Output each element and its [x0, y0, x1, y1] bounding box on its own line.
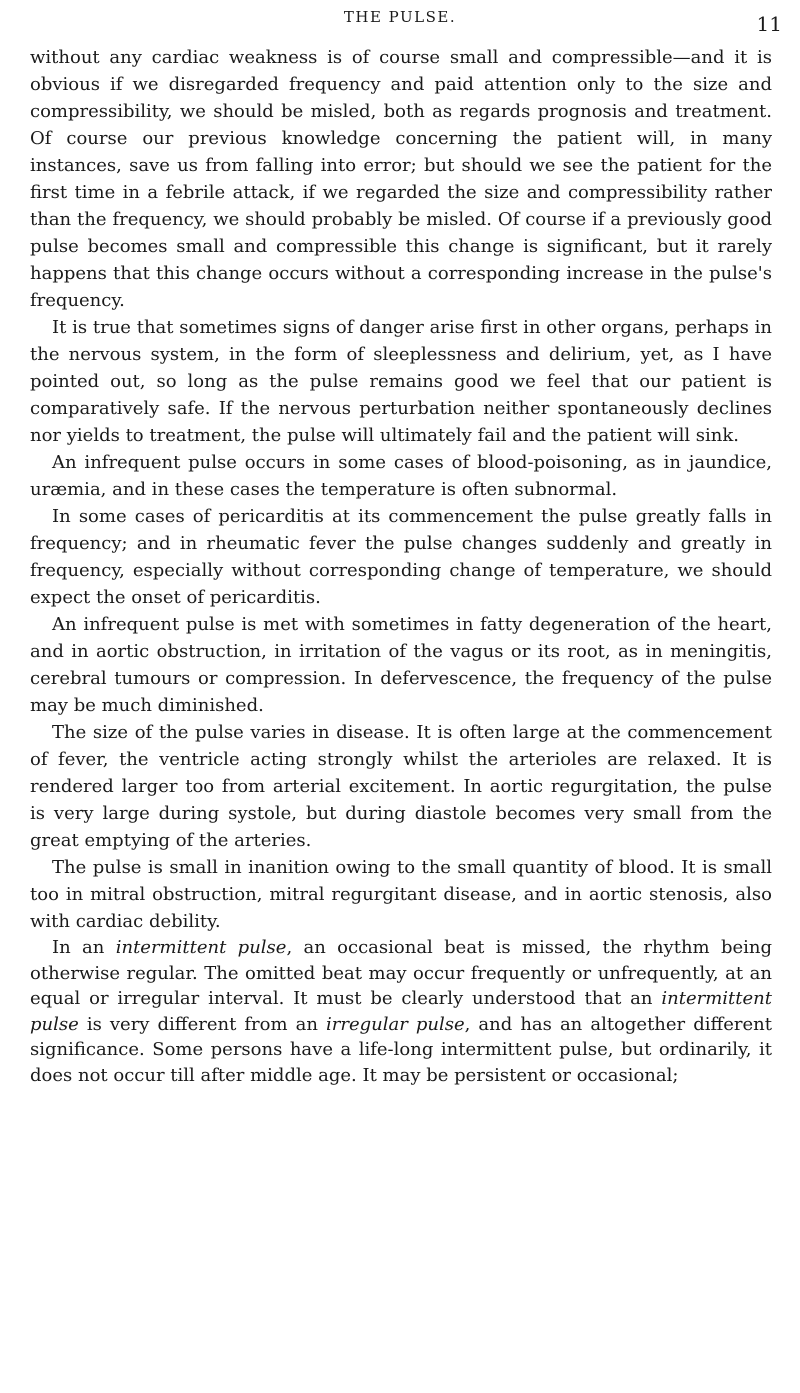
paragraph-small-pulse: The pulse is small in inanition owing to the small quantity of blood. It is small too in mitral obstruction, mitral regurgitant disease, and in aortic stenosis, also with cardiac debility. [30, 857, 772, 932]
paragraph-pulse-size: The size of the pulse varies in disease. It is often large at the commencement of fever, the ventricle acting strongly whilst the arterioles are relaxed. It is rendered larger too from arterial excitement. In aortic regurgitation, the pulse is very large during systole, but during diastole becomes very small from the great emptying of the arteries. [30, 722, 772, 851]
header-title: THE PULSE. [343, 8, 457, 26]
term-intermittent-pulse: intermittent pulse [115, 937, 287, 958]
paragraph-nervous-signs: It is true that sometimes signs of danger arise first in other organs, perhaps in the nervous system, in the form of sleeplessness and delirium, yet, as I have pointed out, so long as the pulse remains good we feel that our patient is comparatively safe. If the nervous perturbation neither spontaneously declines nor yields to treatment, the pulse will ultimately fail and the patient will sink. [30, 317, 772, 446]
term-intermittent-pulse-2: intermittent pulse [30, 988, 772, 1035]
paragraph-size-compressibility: without any cardiac weakness is of course small and compressible—and it is obvious if we disregarded frequency and paid attention only to the size and compressibility, we should be misled, both as regards prognosis and treatment. Of course our previous knowledge concerning the patient will, in many instances, save us from falling into error; but should we see the patient for the first time in a febrile attack, if we regarded the size and compressibility rather than the frequency, we should probably be misled. Of course if a previously good pulse becomes small and compressible this change is significant, but it rarely happens that this change occurs without a corresponding increase in the pulse's frequency. [30, 47, 772, 311]
intermittent-mid-1: , an occasional beat is missed, the rhythm being otherwise regular. The omitted beat may occur frequently or unfrequently, at an equal or irregular interval. It must be clearly understood that an [30, 937, 772, 1009]
intermittent-tail: , and has an altogether different significance. Some persons have a life-long intermittent pulse, but ordinarily, it does not occur till after middle age. It may be persistent or occasional; [30, 1013, 773, 1086]
body-text [30, 44, 772, 1088]
intermittent-mid-2: is very different from an [78, 1013, 326, 1035]
paragraph-intermittent-pulse [30, 935, 772, 1088]
page-number: 11 [756, 12, 782, 36]
paragraph-infrequent-pulse: An infrequent pulse is met with sometimes in fatty degeneration of the heart, and in aortic obstruction, in irritation of the vagus or its root, as in meningitis, cerebral tumours or compression. In defervescence, the frequency of the pulse may be much diminished. [30, 614, 772, 716]
running-head [0, 8, 800, 34]
term-irregular-pulse: irregular pulse [326, 1013, 465, 1035]
paragraph-pericarditis: In some cases of pericarditis at its commencement the pulse greatly falls in frequency; and in rheumatic fever the pulse changes suddenly and greatly in frequency, especially without corresponding change of temperature, we should expect the onset of pericarditis. [30, 506, 772, 608]
intermittent-lead: In an [52, 937, 116, 958]
paragraph-blood-poisoning: An infrequent pulse occurs in some cases of blood-poisoning, as in jaundice, uræmia, and in these cases the temperature is often subnormal. [30, 452, 772, 500]
